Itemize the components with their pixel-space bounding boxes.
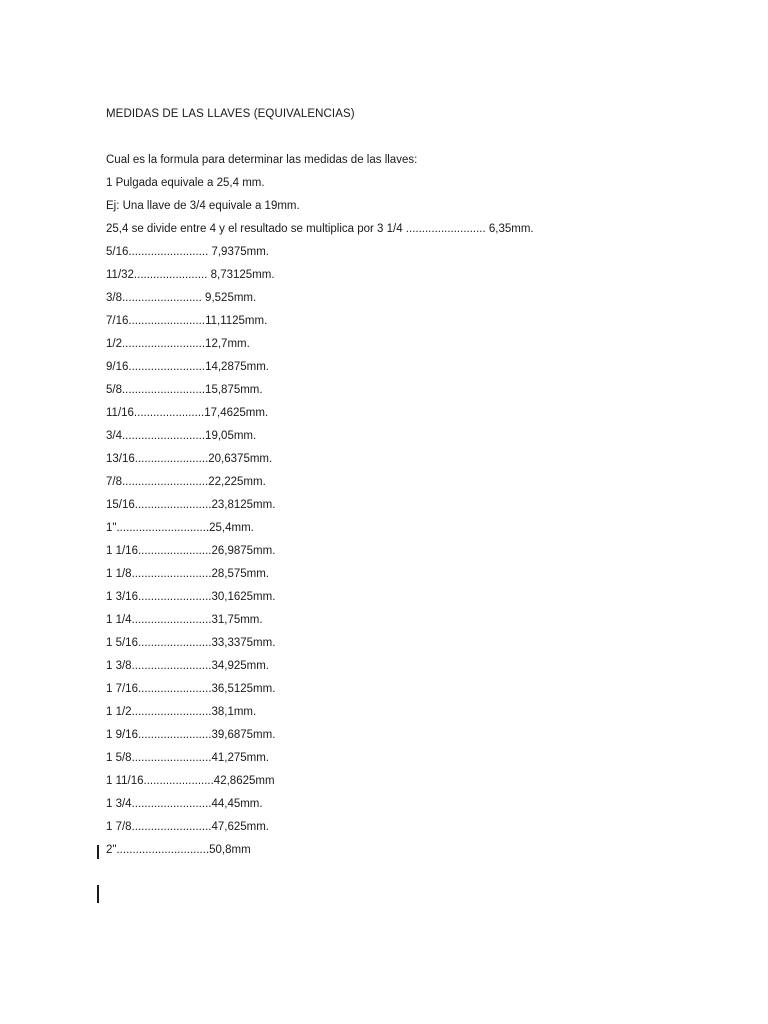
text-insertion-cursor[interactable]	[97, 885, 99, 903]
equivalence-item: 1 3/4.........................44,45mm.	[106, 798, 263, 810]
equivalence-item: 11/16......................17,4625mm.	[106, 407, 269, 419]
equivalence-item: 7/16........................11,1125mm.	[106, 315, 268, 327]
equivalence-item: 1 1/8.........................28,575mm.	[106, 568, 269, 580]
equivalence-item: 5/16......................... 7,9375mm.	[106, 246, 269, 258]
equivalence-item: 3/4..........................19,05mm.	[106, 430, 257, 442]
intro-line-inch-equivalence: 1 Pulgada equivale a 25,4 mm.	[106, 177, 265, 189]
equivalence-item: 15/16........................23,8125mm.	[106, 499, 276, 511]
intro-line-example: Ej: Una llave de 3/4 equivale a 19mm.	[106, 200, 300, 212]
equivalence-item: 1 5/16.......................33,3375mm.	[106, 637, 276, 649]
equivalence-item: 1 3/8.........................34,925mm.	[106, 660, 269, 672]
equivalence-item: 1 9/16.......................39,6875mm.	[106, 729, 276, 741]
equivalence-item: 1 1/4.........................31,75mm.	[106, 614, 263, 626]
equivalence-item: 5/8..........................15,875mm.	[106, 384, 263, 396]
text-cursor-mark	[97, 845, 99, 859]
equivalence-item: 9/16........................14,2875mm.	[106, 361, 269, 373]
equivalence-item: 7/8...........................22,225mm.	[106, 476, 266, 488]
equivalence-item: 1/2..........................12,7mm.	[106, 338, 250, 350]
equivalence-item: 11/32....................... 8,73125mm.	[106, 269, 275, 281]
intro-line-formula-question: Cual es la formula para determinar las medidas de las llaves:	[106, 154, 418, 166]
equivalence-item: 1 1/16.......................26,9875mm.	[106, 545, 276, 557]
equivalence-item: 2".............................50,8mm	[106, 844, 251, 856]
equivalence-item: 1 11/16......................42,8625mm	[106, 775, 275, 787]
equivalence-list	[106, 241, 746, 862]
equivalence-item: 1 5/8.........................41,275mm.	[106, 752, 269, 764]
intro-line-calculation: 25,4 se divide entre 4 y el resultado se multiplica por 3 1/4 ......................... 6,35mm.	[106, 223, 534, 235]
document-title: MEDIDAS DE LAS LLAVES (EQUIVALENCIAS)	[106, 108, 355, 120]
equivalence-item: 1 1/2.........................38,1mm.	[106, 706, 257, 718]
equivalence-item: 1 7/8.........................47,625mm.	[106, 821, 269, 833]
equivalence-item: 1 3/16.......................30,1625mm.	[106, 591, 276, 603]
equivalence-item: 13/16.......................20,6375mm.	[106, 453, 273, 465]
equivalence-item: 3/8......................... 9,525mm.	[106, 292, 257, 304]
equivalence-item: 1 7/16.......................36,5125mm.	[106, 683, 276, 695]
intro-block	[106, 149, 746, 241]
equivalence-item: 1".............................25,4mm.	[106, 522, 254, 534]
document-page	[106, 104, 746, 862]
